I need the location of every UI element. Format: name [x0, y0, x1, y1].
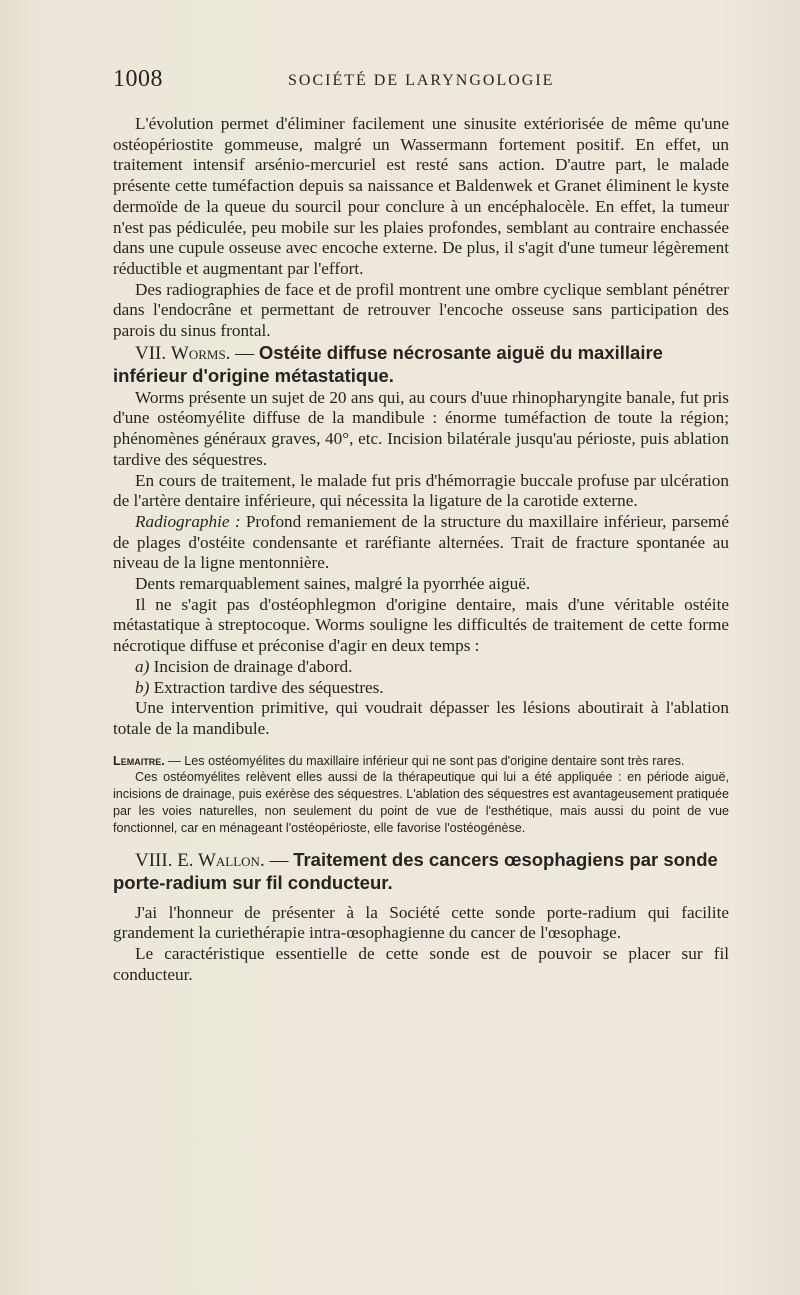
page-header	[113, 66, 729, 100]
section-7-paragraph-1: Worms présente un sujet de 20 ans qui, au cours d'uue rhinopharyngite banale, fut pris d'une ostéomyélite diffuse de la mandibule : énorme tuméfaction de toute la région; phénomènes généraux graves, 40°, etc. Incision bilatérale jusqu'au périoste, puis ablation tardive des séquestres.	[113, 387, 729, 469]
section-8-dash: —	[269, 849, 289, 871]
discussion-comment	[113, 753, 729, 837]
radiographie-text: Profond remaniement de la structure du maxillaire inférieur, parsemé de plages d'ostéite condensante et raréfiante alternées. Trait de fracture spontanée au niveau de la ligne mentonnière.	[113, 511, 729, 573]
section-8-number: VIII.	[135, 849, 173, 871]
section-8-paragraph-2: Le caractéristique essentielle de cette sonde est de pouvoir se placer sur fil conducteur.	[113, 944, 729, 984]
section-7-paragraph-6: Une intervention primitive, qui voudrait dépasser les lésions aboutirait à l'ablation totale de la mandibule.	[113, 698, 729, 738]
running-head: SOCIÉTÉ DE LARYNGOLOGIE	[288, 72, 555, 89]
section-7-paragraph-4: Dents remarquablement saines, malgré la pyorrhée aiguë.	[135, 574, 531, 594]
radiographie-label: Radiographie :	[135, 511, 241, 531]
section-8-heading	[113, 849, 729, 895]
list-item-b-text: Extraction tardive des séquestres.	[149, 677, 384, 697]
list-item-a-label: a)	[135, 656, 150, 676]
spacer	[113, 895, 729, 903]
section-7-dash: —	[235, 342, 255, 364]
intro-paragraph-2: Des radiographies de face et de profil montrent une ombre cyclique semblant pénétrer dans l'endocrâne et permettant de retrouver l'encoche osseuse sans participation des parois du sinus frontal.	[113, 279, 729, 341]
comment-author: Lemaitre.	[113, 753, 165, 768]
section-7-paragraph-3	[113, 512, 729, 574]
section-7-paragraph-5: Il ne s'agit pas d'ostéophlegmon d'origine dentaire, mais d'une véritable ostéite métastatique à streptocoque. Worms souligne les difficultés de traitement de cette forme nécrotique diffuse et préconise d'agir en deux temps :	[113, 594, 729, 656]
comment-paragraph-2: Ces ostéomyélites relèvent elles aussi de la thérapeutique qui lui a été appliquée : en période aiguë, incisions de drainage, puis exérèse des séquestres. L'ablation des séquestres est avantageusement pratiquée par les voies naturelles, non seulement du point de vue de l'esthétique, mais aussi du point de vue fonctionnel, car en ménageant l'ostéopérioste, elle favorise l'ostéogénèse.	[113, 770, 729, 835]
section-7-author: Worms.	[170, 342, 231, 364]
page-body	[113, 114, 729, 985]
intro-paragraph-1: L'évolution permet d'éliminer facilement une sinusite extériorisée de même qu'une ostéopériostite gommeuse, malgré un Wassermann fortement positif. En effet, un traitement intensif arsénio-mercuriel est resté sans action. D'autre part, le malade présente cette tuméfaction depuis sa naissance et Baldenwek et Granet éliminent le kyste dermoïde de la queue du sourcil pour conclure à un encéphalocèle. En effet, la tumeur n'est pas pédiculée, peu mobile sur les plaies profondes, semblant au contraire enchassée dans une cupule osseuse avec encoche externe. De plus, il s'agit d'une tumeur légèrement réductible et augmentant par l'effort.	[113, 114, 729, 278]
list-item-b	[113, 678, 729, 699]
page-number: 1008	[113, 66, 163, 92]
list-item-a	[113, 657, 729, 678]
section-8-title: Traitement des cancers œsophagiens par sonde porte-radium sur fil conducteur.	[113, 848, 718, 893]
list-item-b-label: b)	[135, 677, 150, 697]
section-8-author: E. Wallon.	[177, 849, 265, 871]
list-item-a-text: Incision de drainage d'abord.	[149, 656, 353, 676]
section-7-paragraph-2: En cours de traitement, le malade fut pris d'hémorragie buccale profuse par ulcération de l'artère dentaire inférieure, qui nécessita la ligature de la carotide externe.	[113, 470, 729, 511]
section-7-heading	[113, 342, 729, 388]
section-8-paragraph-1: J'ai l'honneur de présenter à la Société cette sonde porte-radium qui facilite grandement la curiethérapie intra-œsophagienne du cancer de l'œsophage.	[113, 902, 729, 943]
section-7-number: VII.	[135, 342, 167, 364]
section-7-title: Ostéite diffuse nécrosante aiguë du maxillaire inférieur d'origine métastatique.	[113, 341, 663, 386]
comment-paragraph-1	[113, 753, 729, 770]
comment-text-1: — Les ostéomyélites du maxillaire inférieur qui ne sont pas d'origine dentaire sont très rares.	[164, 753, 685, 768]
